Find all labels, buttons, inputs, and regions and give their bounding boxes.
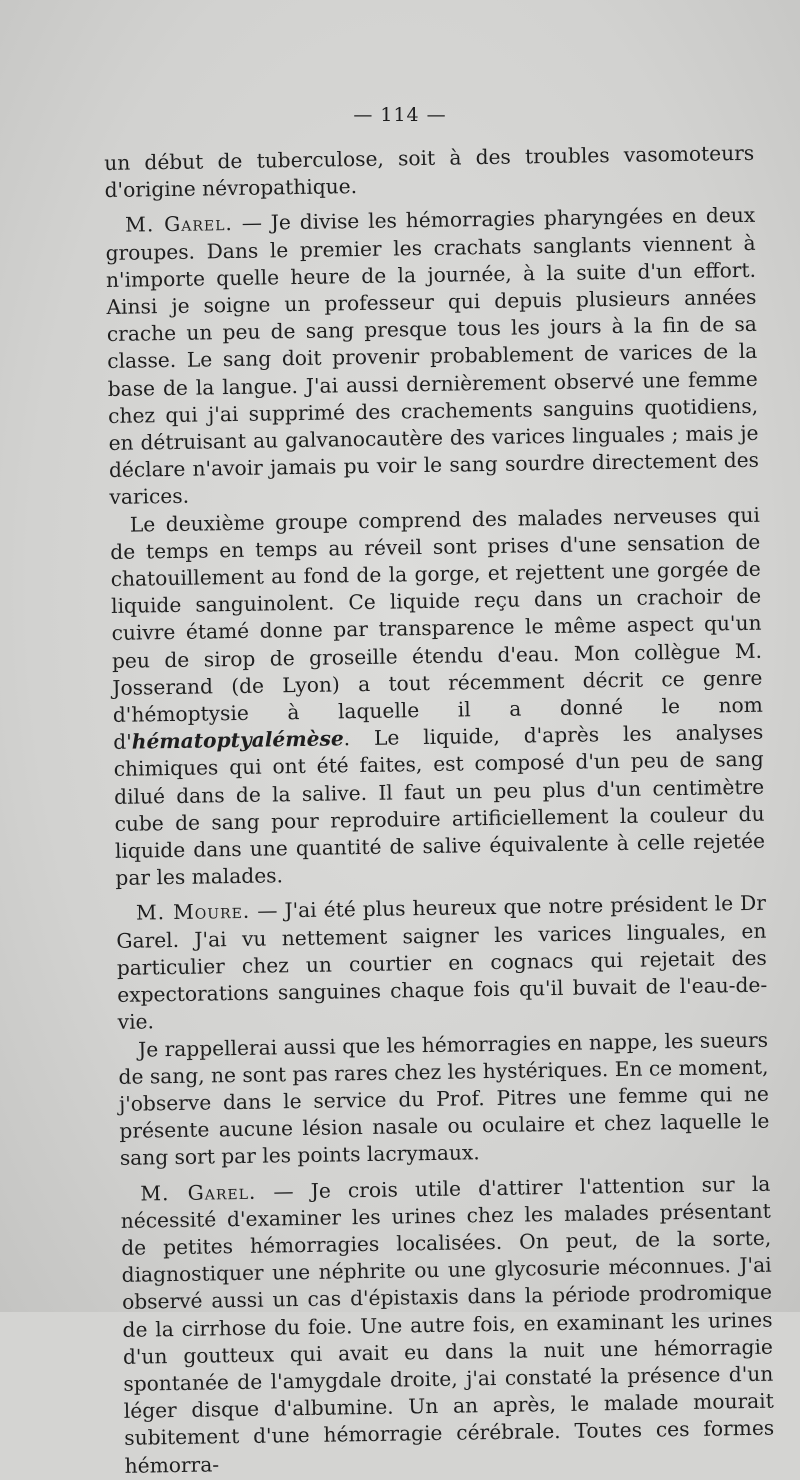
paragraph-garel-1 [105, 202, 760, 511]
medical-term: hématoptyalémèse [131, 726, 344, 754]
speaker-name: M. Moure. [135, 899, 251, 926]
paragraph-text: — J'ai été plus heureux que notre président le Dr Garel. J'ai vu nettement saigner les varices linguales, en particulier chez un courtier en cognacs qui rejetait des expectorations sanguines chaque fois qu'il buvait de l'eau-de-vie. [116, 891, 768, 1035]
page-number: — 114 — [353, 104, 447, 126]
paragraph-text: — Je divise les hémorragies pharyngées en deux groupes. Dans le premier les crachats sanglants viennent à n'importe quelle heure de la journée, à la suite d'un effort. Ainsi je soigne un professeur qui depuis plusieurs années crache un peu de sang presque tous les jours à la fin de sa classe. Le sang doit provenir probablement de varices de la base de la langue. J'ai aussi dernièrement observé une femme chez qui j'ai supprimé des crachements sanguins quotidiens, en détruisant au galvanocautère des varices linguales ; mais je déclare n'avoir jamais pu voir le sang sourdre directement des varices. [105, 203, 760, 510]
paragraph-text: . Le liquide, d'après les analyses chimiques qui ont été faites, est composé d'un peu de sang dilué dans de la salive. Il faut un peu plus d'un centimètre cube de sang pour reproduire artificiellement la couleur du liquide dans une quantité de salive équivalente à celle rejetée par les malades. [113, 719, 766, 891]
paragraph-hysteria [118, 1026, 770, 1172]
paragraph-second-group [110, 501, 766, 892]
paragraph-garel-2 [120, 1170, 775, 1479]
paragraph-text: Le deuxième groupe comprend des malades nerveuses qui de temps en temps au réveil sont prises d'une sensation de chatouillement au fond de la gorge, et rejettent une gorgée de liquide sanguinolent. Ce liquide reçu dans un crachoir de cuivre étamé donne par transparence le même aspect qu'un peu de sirop de groseille étendu d'eau. Mon collègue M. Josserand (de Lyon) a tout récemment décrit ce genre d'hémoptysie à laquelle il a donné le nom d' [110, 502, 763, 755]
paragraph-moure [116, 890, 768, 1036]
paragraph-text: Je rappellerai aussi que les hémorragies en nappe, les sueurs de sang, ne sont pas rares chez les hystériques. En ce moment, j'observe dans le service du Prof. Pitres une femme qui ne présente aucune lésion nasale ou oculaire et chez laquelle le sang sort par les points lacrymaux. [118, 1027, 770, 1171]
speaker-name: M. Garel. [124, 211, 234, 238]
paragraph-continuation [104, 140, 755, 205]
body-text [104, 140, 775, 1480]
paragraph-text: un début de tuberculose, soit à des troubles vasomoteurs d'origine névropathique. [104, 140, 755, 203]
speaker-name: M. Garel. [140, 1179, 257, 1206]
paragraph-text: — Je crois utile d'attirer l'attention sur la nécessité d'examiner les urines chez les malades présentant de petites hémorragies localisées. On peut, de la sorte, diagnostiquer une néphrite ou une glycosurie méconnues. J'ai observé aussi un cas d'épistaxis dans la période prodromique de la cirrhose du foie. Une autre fois, en examinant les urines d'un goutteux qui avait eu dans la nuit une hémorragie spontanée de l'amygdale droite, j'ai constaté la présence d'un léger disque d'albumine. Un an après, le malade mourait subitement d'une hémorragie cérébrale. Toutes ces formes hémorra- [120, 1171, 775, 1478]
